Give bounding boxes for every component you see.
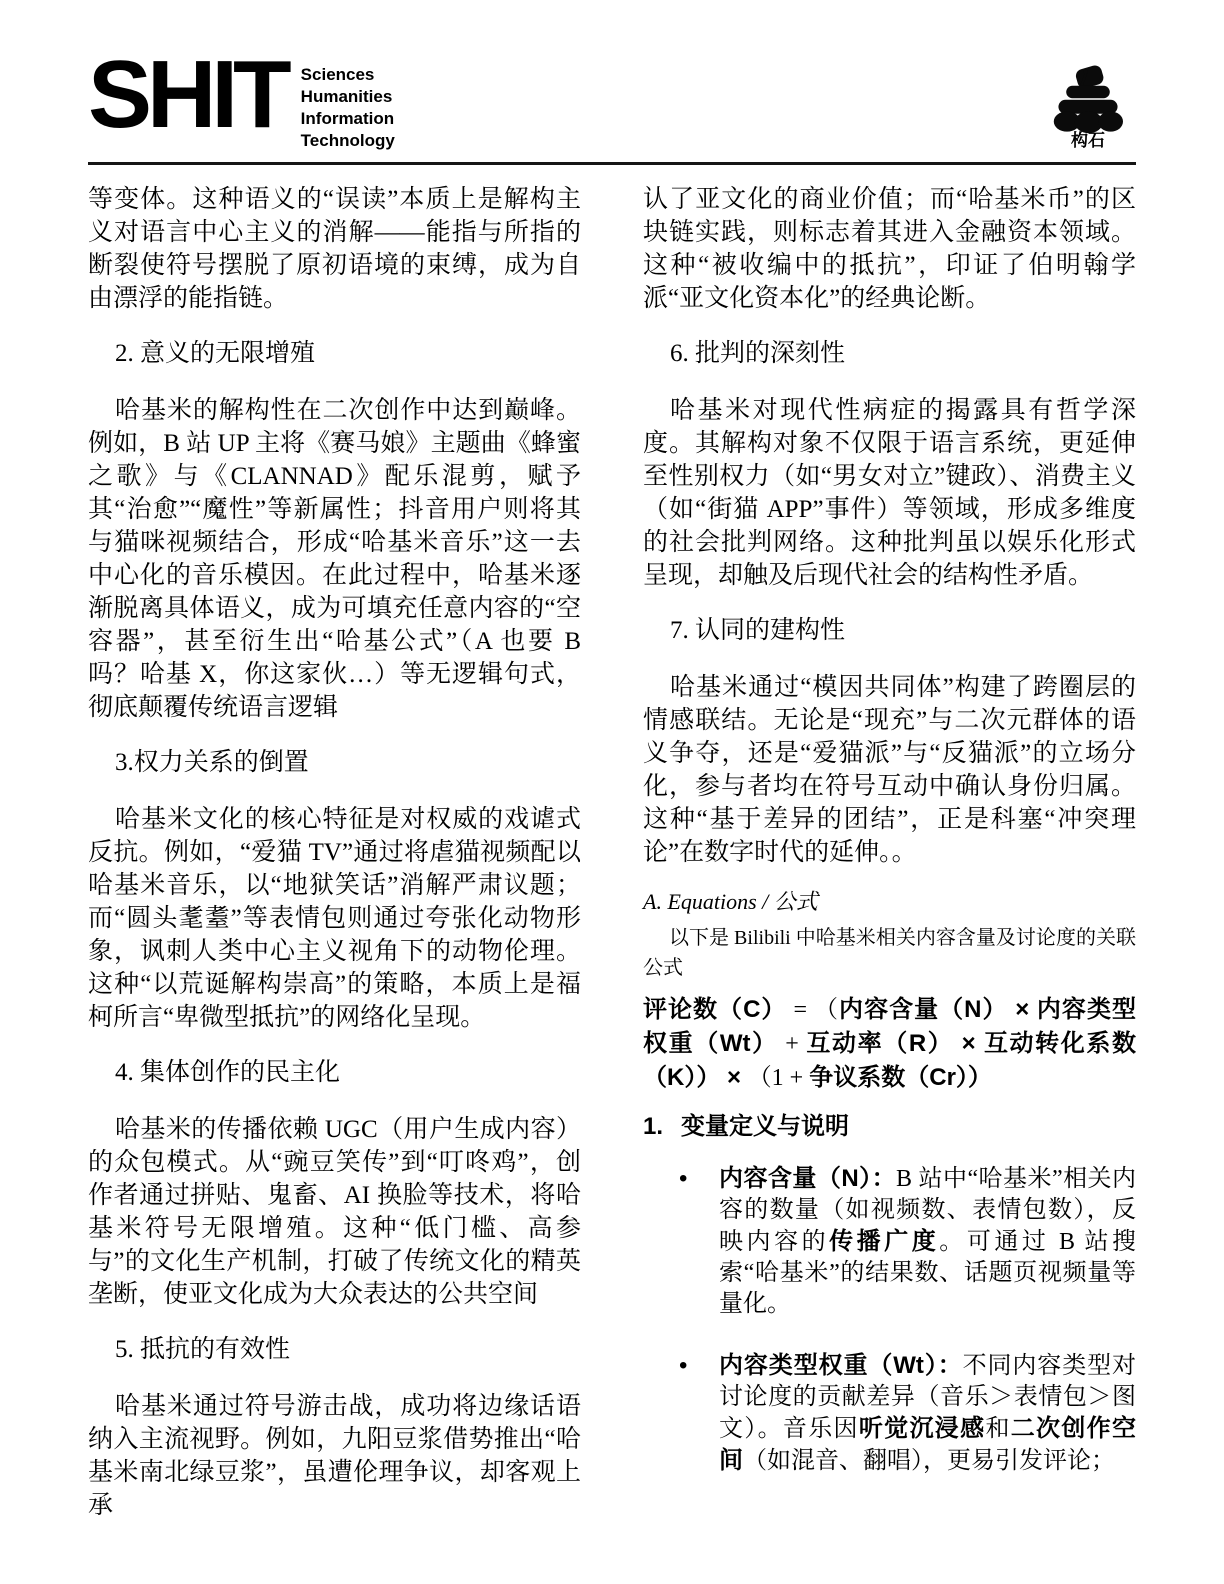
- right-column: [643, 183, 1136, 1522]
- definition-list-item: [643, 1350, 1136, 1477]
- publisher-logo: [1040, 64, 1136, 150]
- text-run: （如混音、翻唱），更易引发评论；: [743, 1448, 1115, 1474]
- bold-term: 内容类型权重（Wt）: [643, 996, 1136, 1057]
- body-paragraph: 哈基米的传播依赖 UGC（用户生成内容）的众包模式。从“豌豆笑传”到“叮咚鸡”，创作者通过拼贴、鬼畜、AI 换脸等技术，将哈基米符号无限增殖。这种“低门槛、高参与”的文化生产机制，打破了传统文化的精英垄断，使亚文化成为大众表达的公共空间: [88, 1116, 581, 1308]
- section-heading: 7. 认同的建构性: [670, 617, 846, 644]
- section-heading: 3.权力关系的倒置: [115, 749, 309, 776]
- equations-heading: A. Equations / 公式: [643, 889, 818, 914]
- tagline-line: Information: [300, 109, 395, 128]
- body-paragraph: 认了亚文化的商业价值；而“哈基米币”的区块链实践，则标志着其进入金融资本领域。这种“被收编中的抵抗”，印证了伯明翰学派“亚文化资本化”的经典论断。: [643, 186, 1136, 312]
- journal-header: [88, 41, 1136, 154]
- bold-term: 内容含量（N）：: [719, 1165, 897, 1192]
- list-heading-label: 变量定义与说明: [681, 1113, 850, 1140]
- text-run: +: [777, 1031, 807, 1057]
- left-column: [88, 183, 581, 1522]
- section-heading: 6. 批判的深刻性: [670, 340, 846, 367]
- body-paragraph: 哈基米通过符号游击战，成功将边缘话语纳入主流视野。例如，九阳豆浆借势推出“哈基米南北绿豆浆”，虽遭伦理争议，却客观上承: [88, 1393, 581, 1519]
- bold-term: 评论数（C）: [643, 996, 787, 1023]
- text-run: 和: [985, 1416, 1011, 1442]
- text-run: （1 +: [747, 1065, 810, 1091]
- body-paragraph: 等变体。这种语义的“误读”本质上是解构主义对语言中心主义的消解——能指与所指的断裂使符号摆脱了原初语境的束缚，成为自由漂浮的能指链。: [88, 186, 581, 312]
- body-paragraph: 哈基米通过“模因共同体”构建了跨圈层的情感联结。无论是“现充”与二次元群体的语义争夺，还是“爱猫派”与“反猫派”的立场分化，参与者均在符号互动中确认身份归属。这种“基于差异的团结”，正是科塞“冲突理论”在数字时代的延伸。。: [643, 674, 1136, 866]
- journal-tagline: [301, 64, 395, 152]
- definition-list-item: [643, 1163, 1136, 1320]
- bold-term: 内容类型权重（Wt）：: [719, 1352, 963, 1379]
- tagline-line: Technology: [300, 131, 395, 150]
- list-number: 1.: [643, 1113, 664, 1140]
- bullet-icon: •: [679, 1165, 688, 1192]
- text-run: 不同内容类型对讨论度的贡献差异（音乐＞表情包＞图文）。音乐因: [719, 1353, 1136, 1442]
- list-item-text: [719, 1350, 1136, 1477]
- body-paragraph: 哈基米对现代性病症的揭露具有哲学深度。其解构对象不仅限于语言系统，更延伸至性别权力（如“男女对立”键政）、消费主义（如“街猫 APP”事件）等领域，形成多维度的社会批判网络。这种批判虽以娱乐化形式呈现，却触及后现代社会的结构性矛盾。: [643, 397, 1136, 589]
- numbered-list-heading: [643, 1113, 1136, 1141]
- section-heading: 4. 集体创作的民主化: [115, 1059, 341, 1086]
- text-run: B 站中“哈基米”相关内容的数量（如视频数、表情包数），反映内容的: [719, 1166, 1136, 1255]
- text-run: 。可通过 B 站搜索“哈基米”的结果数、话题页视频量等量化。: [719, 1229, 1137, 1317]
- text-run: = （: [786, 997, 840, 1023]
- bold-term: 互动率（R）: [806, 1030, 954, 1057]
- journal-logo: SHIT: [88, 41, 287, 148]
- bold-term: ×: [953, 1030, 984, 1057]
- section-heading: 2. 意义的无限增殖: [115, 340, 316, 367]
- bullet-icon: •: [679, 1352, 688, 1379]
- bold-term: 互动转化系数（K）） ×: [643, 1030, 1136, 1091]
- bold-term: 内容含量（N）: [839, 996, 1008, 1023]
- bold-term: 传播广度: [829, 1228, 940, 1255]
- bold-term: ×: [1007, 996, 1037, 1023]
- comment-count-formula: [643, 993, 1136, 1095]
- section-heading: 5. 抵抗的有效性: [115, 1336, 291, 1363]
- publisher-logo-label: 构石: [1071, 131, 1105, 150]
- bold-term: 二次创作空间: [719, 1415, 1136, 1474]
- journal-brand: [88, 41, 395, 152]
- list-item-text: [719, 1163, 1136, 1320]
- bold-term: 听觉沉浸感: [858, 1415, 986, 1442]
- tagline-line: Humanities: [300, 87, 393, 106]
- header-rule: [88, 162, 1136, 165]
- body-paragraph: 哈基米的解构性在二次创作中达到巅峰。例如，B 站 UP 主将《赛马娘》主题曲《蜂蜜之歌》与《CLANNAD》配乐混剪，赋予其“治愈”“魔性”等新属性；抖音用户则将其与猫咪视频结合，形成“哈基米音乐”这一去中心化的音乐模因。在此过程中，哈基米逐渐脱离具体语义，成为可填充任意内容的“空容器”，甚至衍生出“哈基公式”（A 也要 B 吗？哈基 X，你这家伙…）等无逻辑句式，彻底颠覆传统语言逻辑: [88, 397, 581, 721]
- bold-term: 争议系数（Cr））: [809, 1064, 992, 1091]
- formula-intro: 以下是 Bilibili 中哈基米相关内容含量及讨论度的关联公式: [643, 927, 1136, 979]
- tagline-line: Sciences: [300, 65, 375, 84]
- body-paragraph: 哈基米文化的核心特征是对权威的戏谑式反抗。例如，“爱猫 TV”通过将虐猫视频配以哈基米音乐，以“地狱笑话”消解严肃议题；而“圆头耄耋”等表情包则通过夸张化动物形象，讽刺人类中心主义视角下的动物伦理。这种“以荒诞解构崇高”的策略，本质上是福柯所言“卑微型抵抗”的网络化呈现。: [88, 806, 581, 1031]
- stone-pile-icon: [1045, 64, 1131, 134]
- article-body: [88, 183, 1136, 1522]
